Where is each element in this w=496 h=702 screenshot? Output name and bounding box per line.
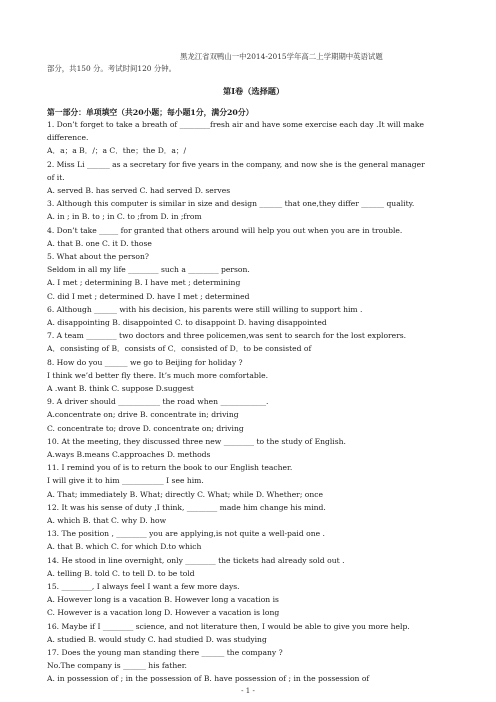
question-line: I will give it to him ___________ I see him. [47, 476, 204, 486]
question-line: A. in ; in B. to ; in C. to ;from D. in ;from [47, 212, 202, 222]
question-line: 1. Don’t forget to take a breath of ________fresh air and have some exercise each day .It will make [47, 120, 425, 129]
question-line: 12. It was his sense of duty ,I think, ________ made him change his mind. [47, 502, 326, 512]
question-line: 5. What about the person? [47, 252, 149, 261]
question-line: 4. Don’t take _____ for granted that others around will help you out when you are in trouble. [47, 225, 403, 235]
question-line: 9. A driver should ___________ the road when ____________. [47, 397, 269, 407]
question-line: 10. At the meeting, they discussed three new ________ to the study of English. [47, 436, 346, 446]
question-line: C. did I met ; determined D. have I met ; determined [47, 291, 250, 301]
question-line: A. That; immediately B. What; directly C. What; while D. Whether; once [47, 489, 323, 499]
question-line: 8. How do you ______ we go to Beijing for holiday ? [47, 357, 243, 367]
question-line: 13. The position , ________ you are applying,is not quite a well-paid one . [47, 529, 325, 539]
question-line: A. served B. has served C. had served D. serves [47, 186, 231, 195]
question-line: A. in possession of ; in the possession of B. have possession of ; in the possession of [47, 674, 370, 684]
question-line: 14. He stood in line overnight, only ________ the tickets had already sold out . [47, 555, 345, 565]
question-line: 7. A team ________ two doctors and three policemen,was sent to search for the lost explorers. [47, 331, 407, 341]
question-line: 6. Although ______ with his decision, his parents were still willing to support him . [47, 304, 363, 314]
question-line: A. However long is a vacation B. However long a vacation is [47, 595, 279, 605]
question-line: A. studied B. would study C. had studied D. was studying [47, 634, 267, 644]
question-line: A. that B. which C. for which D.to which [47, 542, 202, 552]
question-line: 16. Maybe if I ________ science, and not literature then, I would be able to give you more help. [47, 621, 410, 631]
page-number: - 1 - [241, 687, 255, 695]
question-line: C. However is a vacation long D. However a vacation is long [47, 608, 280, 618]
question-line: 15. ________, I always feel I want a few more days. [47, 582, 240, 591]
question-line: No.The company is ______ his father. [47, 661, 187, 671]
question-line: I think we’d better fly there. It’s much more comfortable. [47, 370, 269, 380]
question-line: A .want B. think C. suppose D.suggest [47, 384, 194, 393]
question-line: A. that B. one C. it D. those [47, 238, 152, 248]
question-line: Seldom in all my life ________ such a ________ person. [47, 265, 250, 275]
question-line: 3. Although this computer is similar in size and design ______ that one,they differ ______ quality. [47, 199, 415, 209]
section-title: 第Ⅰ卷（选择题） [223, 86, 285, 96]
question-line: A. telling B. told C. to tell D. to be told [47, 568, 195, 578]
doc-header-line-2: 部分，共150 分。考试时间120 分钟。 [47, 64, 176, 73]
question-line: A．consisting of B．consists of C．consisted of D．to be consisted of [47, 344, 312, 354]
question-line: A.ways B.means C.approaches D. methods [47, 450, 211, 459]
part-title: 第一部分：单项填空（共20小题；每小题1分，满分20分） [47, 108, 254, 117]
question-line: A．a；a B．/；a C．the；the D．a；/ [47, 146, 187, 156]
question-line: A. disappointing B. disappointed C. to disappoint D. having disappointed [47, 318, 327, 327]
question-line: 11. I remind you of is to return the book to our English teacher. [47, 463, 293, 473]
question-line: difference. [47, 133, 89, 143]
question-line: C. concentrate to; drove D. concentrate on; driving [47, 423, 244, 433]
question-line: A. which B. that C. why D. how [47, 516, 167, 525]
doc-header-line-1: 黑龙江省双鸭山一中2014-2015学年高二上学期期中英语试题 [180, 52, 383, 61]
question-line: A. I met ; determining B. I have met ; determining [47, 278, 241, 288]
question-line: 17. Does the young man standing there ______ the company ? [47, 648, 283, 657]
question-line: 2. Miss Li ______ as a secretary for five years in the company, and now she is the general manager [47, 159, 425, 169]
question-line: of it. [47, 172, 65, 182]
question-line: A.concentrate on; drive B. concentrate in; driving [47, 410, 239, 420]
